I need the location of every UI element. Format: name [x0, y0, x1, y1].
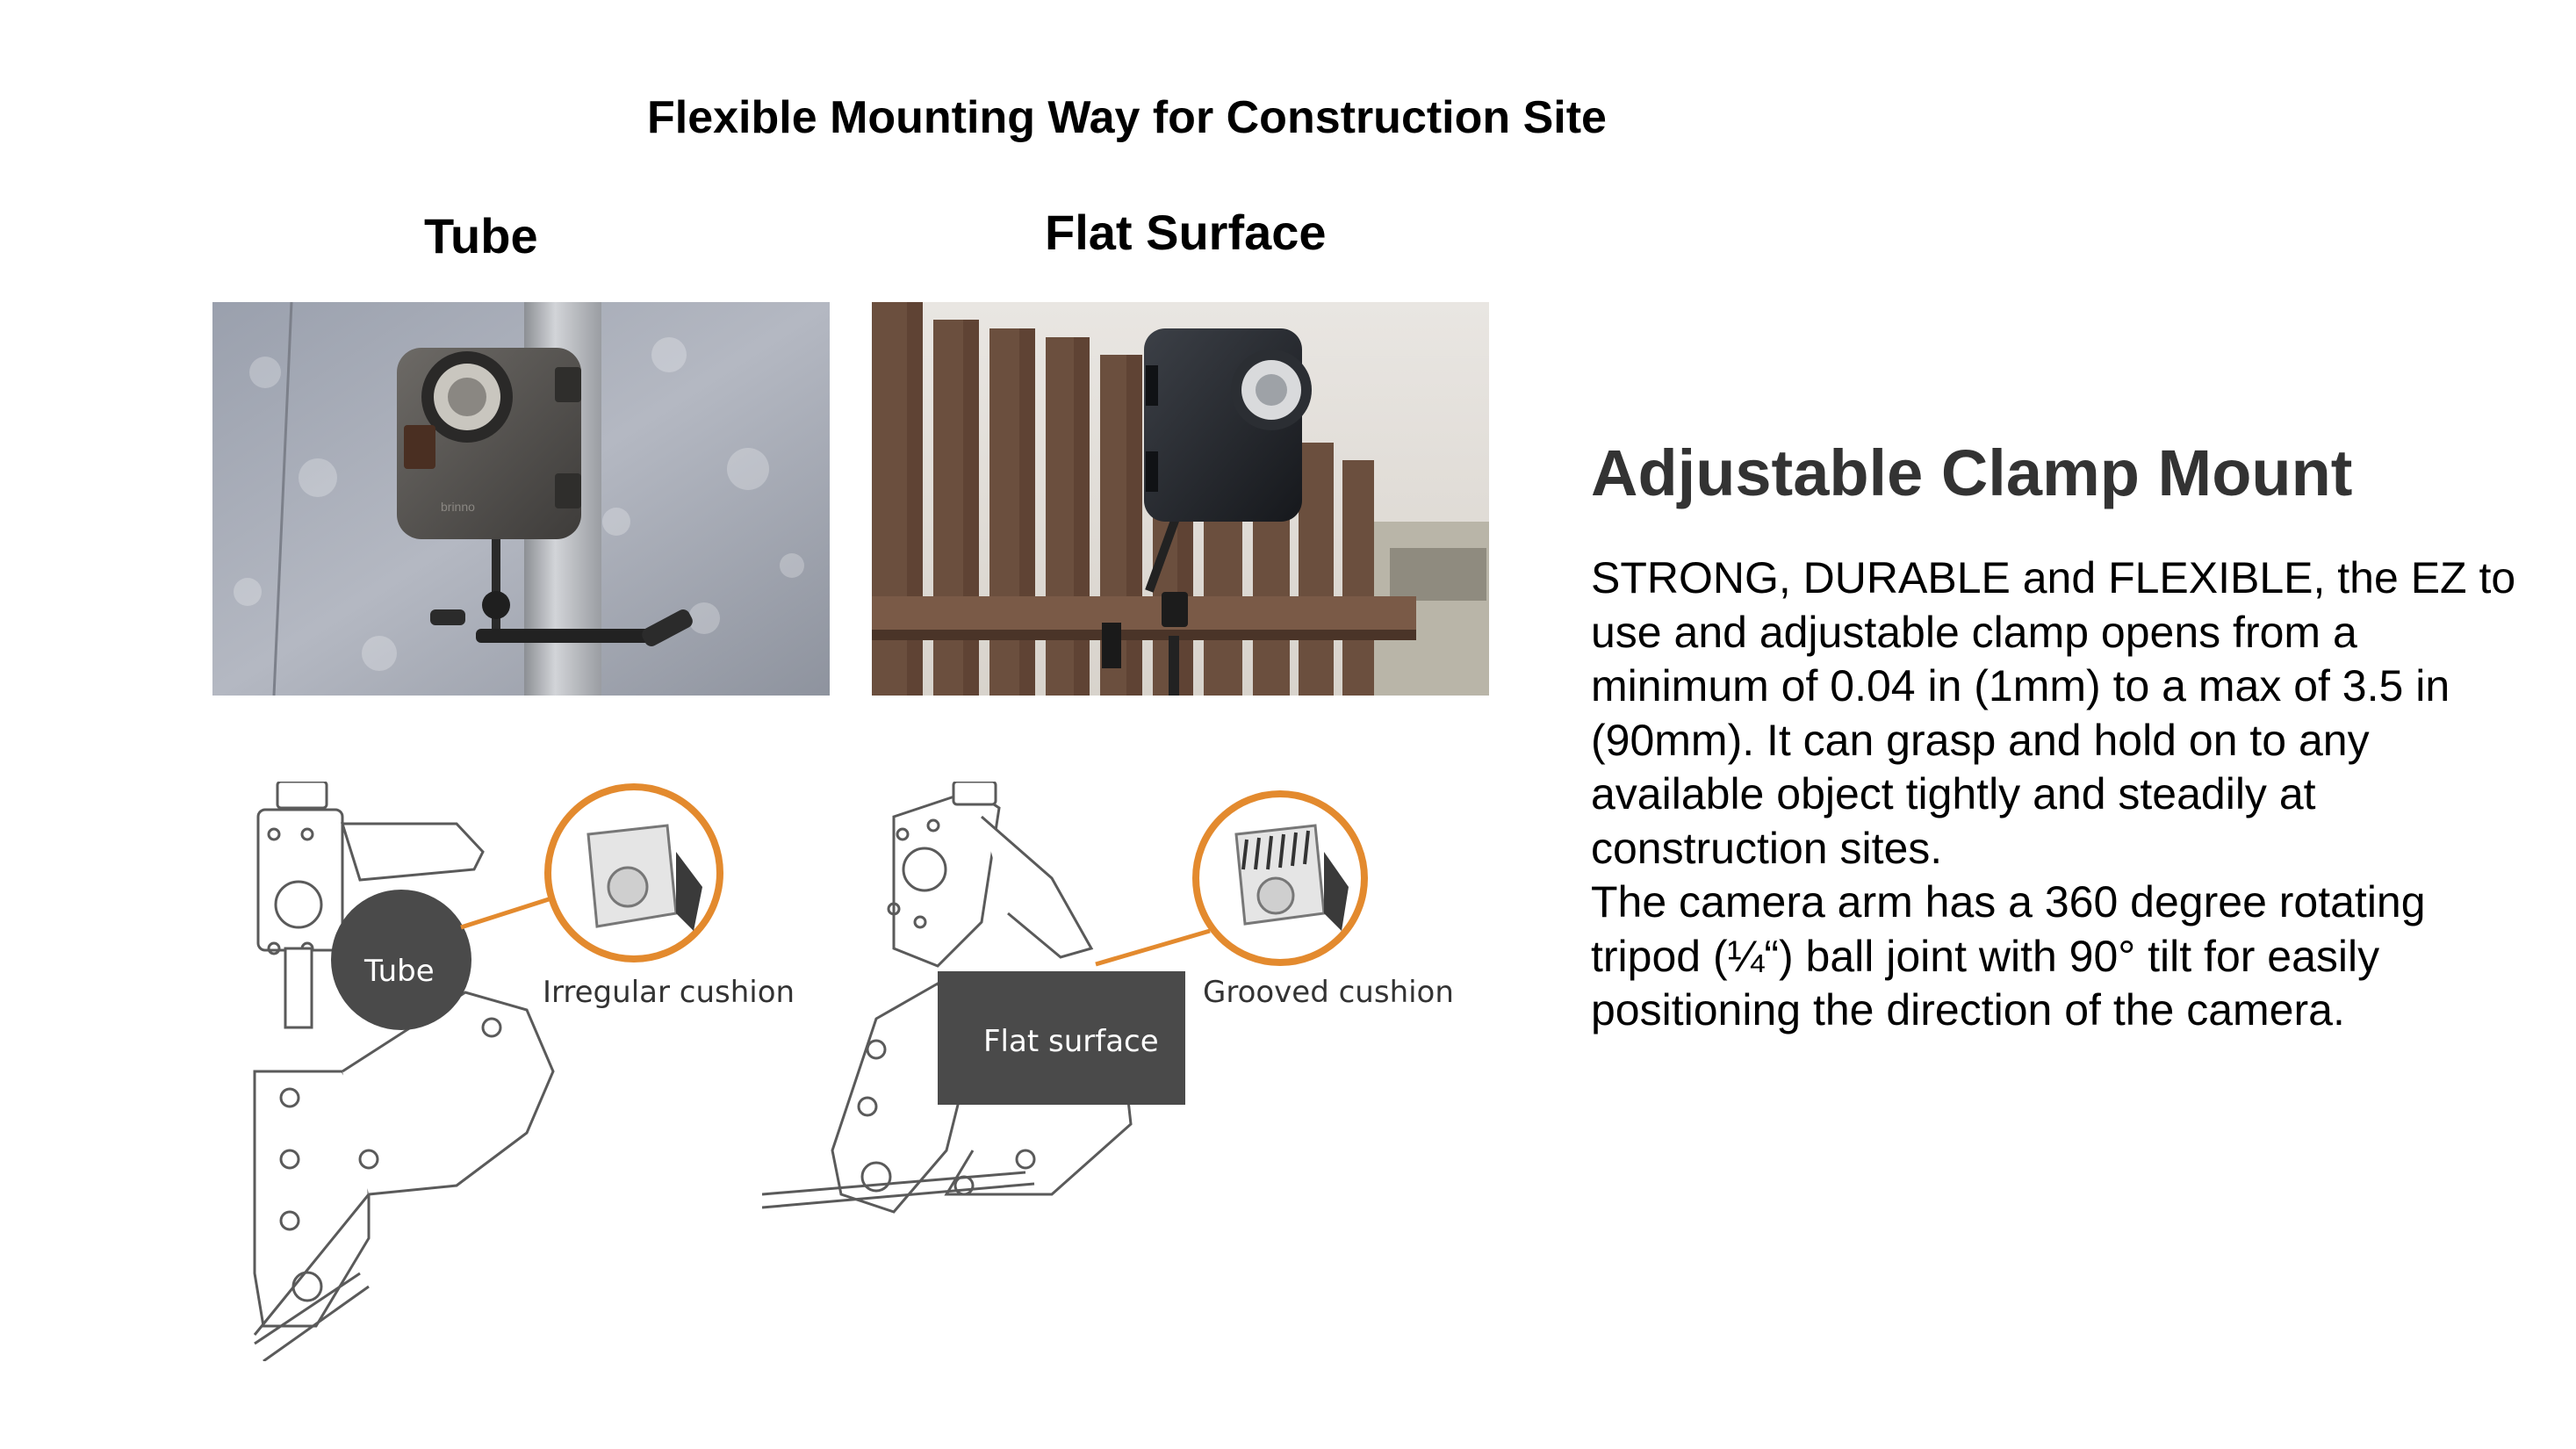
irregular-cushion-label: Irregular cushion [543, 975, 795, 1010]
page-title: Flexible Mounting Way for Construction Site [647, 92, 1607, 143]
tube-diagram-label: Tube [364, 954, 435, 989]
tube-mount-photo [212, 302, 830, 696]
flat-surface-column-label: Flat Surface [1045, 205, 1327, 260]
grooved-cushion-label: Grooved cushion [1203, 975, 1454, 1010]
description-paragraph-2: The camera arm has a 360 degree rotating tripod (¼“) ball joint with 90° tilt for easily positioning the direction of the camera. [1591, 877, 2426, 1034]
section-heading: Adjustable Clamp Mount [1591, 436, 2353, 509]
description-body [1591, 551, 2539, 1038]
description-paragraph-1: STRONG, DURABLE and FLEXIBLE, the EZ to use and adjustable clamp opens from a minimum of 0.04 in (1mm) to a max of 3.5 in (90mm). It can grasp and hold on to any available object tightly and steadily at construction sites. [1591, 553, 2516, 873]
tube-column-label: Tube [424, 208, 538, 263]
flat-surface-diagram-label: Flat surface [983, 1024, 1159, 1059]
svg-text:brinno: brinno [441, 500, 475, 514]
tube-clamp-diagram [237, 782, 799, 1361]
flat-surface-mount-photo [872, 302, 1489, 696]
